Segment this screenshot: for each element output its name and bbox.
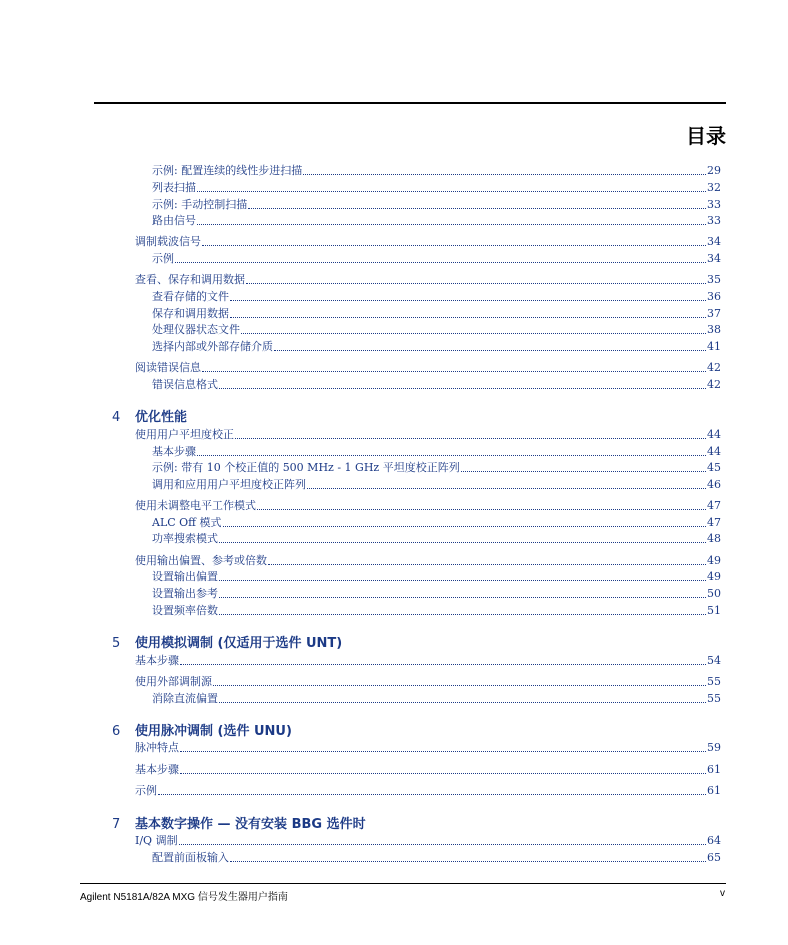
toc-entry[interactable] (152, 604, 721, 618)
toc-page-number: 55 (707, 692, 721, 705)
dot-leader (202, 245, 706, 246)
toc-entry[interactable] (135, 784, 721, 798)
toc-entry[interactable] (152, 478, 721, 492)
toc-entry-label: ALC Off 模式 (152, 516, 222, 529)
dot-leader (202, 371, 706, 372)
dot-leader (197, 191, 706, 192)
dot-leader (158, 794, 706, 795)
toc-entry-label: 示例: 手动控制扫描 (152, 198, 248, 211)
dot-leader (307, 488, 706, 489)
toc-entry-label: 使用未调整电平工作模式 (135, 499, 256, 512)
dot-leader (180, 664, 706, 665)
toc-entry-label: 设置输出偏置 (152, 570, 218, 583)
toc-page-number: 32 (707, 181, 721, 194)
toc-page-number: 44 (707, 445, 721, 458)
toc-page-number: 55 (707, 675, 721, 688)
toc-page-number: 59 (707, 741, 721, 754)
toc-entry-label: 查看、保存和调用数据 (135, 273, 245, 286)
toc-entry-label: 基本步骤 (152, 445, 196, 458)
toc-entry[interactable] (152, 532, 721, 546)
dot-leader (274, 350, 706, 351)
dot-leader (303, 174, 706, 175)
chapter-heading[interactable] (112, 813, 366, 832)
toc-entry-label: I/Q 调制 (135, 834, 178, 847)
toc-page-number: 42 (707, 361, 721, 374)
dot-leader (219, 597, 706, 598)
toc-entry-label: 路由信号 (152, 214, 196, 227)
toc-page-number: 44 (707, 428, 721, 441)
toc-entry-label: 查看存储的文件 (152, 290, 229, 303)
toc-page-number: 50 (707, 587, 721, 600)
toc-entry[interactable] (152, 290, 721, 304)
toc-entry-label: 配置前面板输入 (152, 851, 229, 864)
toc-entry-label: 使用用户平坦度校正 (135, 428, 234, 441)
toc-entry[interactable] (135, 273, 721, 287)
toc-entry[interactable] (135, 675, 721, 689)
dot-leader (197, 455, 706, 456)
toc-entry[interactable] (152, 461, 721, 475)
dot-leader (197, 224, 706, 225)
toc-page-number: 29 (707, 164, 721, 177)
toc-entry[interactable] (135, 235, 721, 249)
chapter-heading[interactable] (112, 406, 187, 425)
toc-page-number: 54 (707, 654, 721, 667)
toc-entry[interactable] (135, 499, 721, 513)
toc-entry-label: 选择内部或外部存储介质 (152, 340, 273, 353)
toc-page-number: 35 (707, 273, 721, 286)
toc-entry[interactable] (152, 692, 721, 706)
toc-entry[interactable] (135, 654, 721, 668)
dot-leader (219, 614, 706, 615)
dot-leader (219, 702, 706, 703)
dot-leader (180, 773, 706, 774)
toc-page-number: 61 (707, 784, 721, 797)
dot-leader (219, 542, 706, 543)
toc-entry[interactable] (152, 164, 721, 178)
toc-entry[interactable] (152, 323, 721, 337)
dot-leader (268, 564, 706, 565)
toc-entry[interactable] (152, 587, 721, 601)
toc-entry[interactable] (152, 214, 721, 228)
toc-entry-label: 基本步骤 (135, 763, 179, 776)
dot-leader (248, 208, 706, 209)
chapter-number: 4 (112, 410, 121, 425)
dot-leader (219, 580, 706, 581)
toc-page-number: 37 (707, 307, 721, 320)
chapter-title: 使用模拟调制 (仅适用于选件 UNT) (135, 636, 343, 651)
toc-page-number: 47 (707, 516, 721, 529)
toc-page-number: 42 (707, 378, 721, 391)
chapter-heading[interactable] (112, 720, 292, 739)
toc-page-number: 46 (707, 478, 721, 491)
toc-entry[interactable] (135, 428, 721, 442)
dot-leader (230, 861, 706, 862)
toc-page-number: 47 (707, 499, 721, 512)
chapter-number: 6 (112, 724, 121, 739)
toc-entry[interactable] (135, 763, 721, 777)
toc-page-number: 34 (707, 252, 721, 265)
footer-document-title: Agilent N5181A/82A MXG 信号发生器用户指南 (80, 892, 288, 903)
toc-page-number: 36 (707, 290, 721, 303)
toc-entry[interactable] (152, 252, 721, 266)
dot-leader (175, 262, 706, 263)
chapter-title: 优化性能 (135, 410, 188, 425)
dot-leader (241, 333, 706, 334)
toc-page-number: 45 (707, 461, 721, 474)
toc-entry[interactable] (152, 378, 721, 392)
toc-entry[interactable] (135, 554, 721, 568)
toc-entry[interactable] (152, 851, 721, 865)
toc-entry-label: 基本步骤 (135, 654, 179, 667)
toc-entry-label: 示例 (135, 784, 157, 797)
toc-entry[interactable] (135, 741, 721, 755)
toc-entry-label: 调用和应用用户平坦度校正阵列 (152, 478, 306, 491)
toc-entry-label: 阅读错误信息 (135, 361, 201, 374)
toc-entry[interactable] (152, 445, 721, 459)
chapter-number: 7 (112, 817, 121, 832)
dot-leader (246, 283, 706, 284)
toc-page-number: 34 (707, 235, 721, 248)
dot-leader (230, 300, 706, 301)
dot-leader (235, 438, 706, 439)
toc-entry[interactable] (152, 516, 721, 530)
toc-entry-label: 功率搜索模式 (152, 532, 218, 545)
dot-leader (180, 751, 706, 752)
toc-page-number: 49 (707, 570, 721, 583)
toc-page-number: 51 (707, 604, 721, 617)
toc-entry-label: 使用输出偏置、参考或倍数 (135, 554, 267, 567)
dot-leader (179, 844, 706, 845)
toc-page-number: 33 (707, 198, 721, 211)
dot-leader (257, 509, 706, 510)
dot-leader (230, 317, 706, 318)
chapter-title: 使用脉冲调制 (选件 UNU) (135, 724, 292, 739)
page-title: 目录 (686, 124, 726, 148)
chapter-title: 基本数字操作 — 没有安装 BBG 选件时 (135, 817, 366, 832)
toc-entry-label: 设置频率倍数 (152, 604, 218, 617)
toc-page-number: 64 (707, 834, 721, 847)
chapter-heading[interactable] (112, 632, 342, 651)
toc-entry[interactable] (152, 181, 721, 195)
toc-entry[interactable] (152, 340, 721, 354)
toc-entry-label: 保存和调用数据 (152, 307, 229, 320)
dot-leader (461, 471, 706, 472)
toc-entry[interactable] (135, 361, 721, 375)
toc-entry-label: 设置输出参考 (152, 587, 218, 600)
chapter-number: 5 (112, 636, 121, 651)
toc-entry-label: 列表扫描 (152, 181, 196, 194)
toc-entry-label: 示例 (152, 252, 174, 265)
toc-entry[interactable] (152, 570, 721, 584)
footer-page-number: v (720, 888, 725, 899)
toc-page-number: 41 (707, 340, 721, 353)
toc-entry[interactable] (152, 307, 721, 321)
toc-entry-label: 消除直流偏置 (152, 692, 218, 705)
toc-entry-label: 使用外部调制源 (135, 675, 212, 688)
toc-entry-label: 脉冲特点 (135, 741, 179, 754)
toc-page-number: 38 (707, 323, 721, 336)
toc-entry-label: 处理仪器状态文件 (152, 323, 240, 336)
toc-page-number: 33 (707, 214, 721, 227)
toc-entry-label: 示例: 带有 10 个校正值的 500 MHz - 1 GHz 平坦度校正阵列 (152, 461, 460, 474)
dot-leader (213, 685, 706, 686)
dot-leader (223, 526, 707, 527)
toc-entry[interactable] (152, 198, 721, 212)
toc-page-number: 48 (707, 532, 721, 545)
toc-entry-label: 调制载波信号 (135, 235, 201, 248)
toc-page-number: 61 (707, 763, 721, 776)
toc-page-number: 65 (707, 851, 721, 864)
toc-entry[interactable] (135, 834, 721, 848)
toc-entry-label: 错误信息格式 (152, 378, 218, 391)
footer-rule (80, 883, 726, 884)
toc-entry-label: 示例: 配置连续的线性步进扫描 (152, 164, 303, 177)
dot-leader (219, 388, 706, 389)
toc-page-number: 49 (707, 554, 721, 567)
